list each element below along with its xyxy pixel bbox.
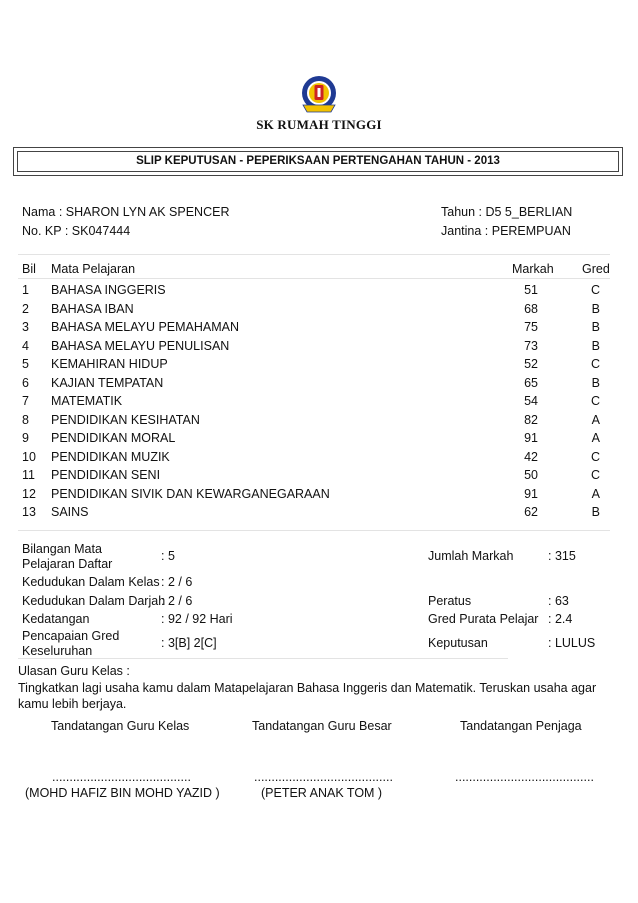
row-subject: KAJIAN TEMPATAN — [51, 375, 164, 390]
summary-peratus-label: Peratus — [428, 594, 472, 608]
row-bil: 7 — [22, 394, 29, 408]
header-subject: Mata Pelajaran — [51, 262, 136, 276]
row-gred: B — [591, 338, 600, 353]
signature-name-guru-kelas: (MOHD HAFIZ BIN MOHD YAZID ) — [25, 786, 220, 800]
row-bil: 9 — [22, 431, 29, 445]
row-markah: 91 — [524, 431, 538, 445]
row-markah: 65 — [524, 375, 538, 390]
signature-line-penjaga: ........................................ — [455, 770, 594, 784]
row-bil: 1 — [22, 283, 29, 297]
row-gred: C — [590, 468, 600, 482]
summary-kedatangan-label: Kedatangan — [22, 612, 90, 626]
row-bil: 4 — [22, 338, 29, 353]
row-subject: PENDIDIKAN SIVIK DAN KEWARGANEGARAAN — [51, 486, 330, 501]
row-bil: 13 — [22, 505, 36, 519]
row-markah: 52 — [524, 357, 538, 371]
header-bil: Bil — [22, 262, 36, 276]
row-subject: BAHASA IBAN — [51, 301, 134, 316]
summary-keputusan-label: Keputusan — [428, 636, 488, 650]
row-gred: A — [591, 431, 600, 445]
row-markah: 91 — [524, 486, 538, 501]
summary-keputusan-value: : LULUS — [548, 636, 596, 650]
row-bil: 10 — [22, 449, 36, 464]
row-bil: 8 — [22, 412, 29, 427]
title-box — [13, 147, 623, 176]
student-id: No. KP : SK047444 — [22, 224, 131, 238]
divider — [18, 278, 610, 279]
summary-kedudukan-darjah-label: Kedudukan Dalam Darjah — [22, 594, 166, 608]
divider — [18, 658, 508, 659]
summary-jumlah-label: Jumlah Markah — [428, 549, 514, 563]
row-bil: 3 — [22, 320, 29, 334]
row-subject: MATEMATIK — [51, 394, 123, 408]
row-subject: BAHASA MELAYU PENULISAN — [51, 338, 230, 353]
signature-label-guru-besar: Tandatangan Guru Besar — [252, 719, 392, 733]
header-gred: Gred — [582, 262, 610, 276]
signature-line-guru-besar: ........................................ — [254, 770, 393, 784]
row-subject: PENDIDIKAN MORAL — [51, 431, 176, 445]
row-gred: C — [590, 357, 600, 371]
row-subject: PENDIDIKAN KESIHATAN — [51, 412, 200, 427]
summary-kedudukan-kelas-label: Kedudukan Dalam Kelas — [22, 575, 160, 589]
row-gred: B — [591, 375, 600, 390]
row-bil: 12 — [22, 486, 36, 501]
row-markah: 42 — [524, 449, 538, 464]
summary-bilangan-label: Bilangan Mata Pelajaran Daftar — [22, 542, 113, 571]
summary-pencapaian-value: : 3[B] 2[C] — [161, 636, 217, 650]
summary-pencapaian-label: Pencapaian Gred Keseluruhan — [22, 629, 120, 658]
row-bil: 6 — [22, 375, 29, 390]
header-markah: Markah — [512, 262, 554, 276]
summary-gred-purata-label: Gred Purata Pelajar — [428, 612, 539, 626]
student-name: Nama : SHARON LYN AK SPENCER — [22, 205, 230, 219]
summary-kedudukan-kelas-value: : 2 / 6 — [161, 575, 193, 589]
summary-peratus-value: : 63 — [548, 594, 569, 608]
signature-label-guru-kelas: Tandatangan Guru Kelas — [51, 719, 190, 733]
summary-kedatangan-value: : 92 / 92 Hari — [161, 612, 233, 626]
row-subject: BAHASA MELAYU PEMAHAMAN — [51, 320, 240, 334]
row-markah: 73 — [524, 338, 538, 353]
row-gred: B — [591, 505, 600, 519]
row-gred: B — [591, 301, 600, 316]
school-crest-icon — [300, 74, 338, 116]
row-markah: 50 — [524, 468, 538, 482]
divider — [18, 254, 610, 255]
signature-label-penjaga: Tandatangan Penjaga — [460, 719, 582, 733]
row-gred: C — [590, 394, 600, 408]
row-markah: 54 — [524, 394, 538, 408]
row-markah: 51 — [524, 283, 538, 297]
signature-name-guru-besar: (PETER ANAK TOM ) — [261, 786, 383, 800]
row-markah: 82 — [524, 412, 538, 427]
row-subject: KEMAHIRAN HIDUP — [51, 357, 168, 371]
row-subject: BAHASA INGGERIS — [51, 283, 166, 297]
slip-title: SLIP KEPUTUSAN - PEPERIKSAAN PERTENGAHAN TAHUN - 2013 — [17, 151, 619, 172]
summary-bilangan-value: : 5 — [161, 549, 175, 563]
student-class: Tahun : D5 5_BERLIAN — [441, 205, 573, 219]
row-gred: A — [591, 486, 600, 501]
school-name: SK RUMAH TINGGI — [256, 117, 382, 132]
signature-line-guru-kelas: ........................................ — [52, 770, 191, 784]
row-subject: PENDIDIKAN MUZIK — [51, 449, 170, 464]
summary-jumlah-value: : 315 — [548, 549, 576, 563]
row-gred: A — [591, 412, 600, 427]
row-bil: 2 — [22, 301, 29, 316]
row-subject: PENDIDIKAN SENI — [51, 468, 161, 482]
row-markah: 68 — [524, 301, 538, 316]
row-gred: B — [591, 320, 600, 334]
summary-gred-purata-value: : 2.4 — [548, 612, 573, 626]
summary-kedudukan-darjah-value: : 2 / 6 — [161, 594, 193, 608]
ulasan-text: Tingkatkan lagi usaha kamu dalam Matapelajaran Bahasa Inggeris dan Matematik. Teruskan usaha agar kamu lebih berjaya. — [18, 681, 597, 711]
ulasan-label: Ulasan Guru Kelas : — [18, 664, 130, 678]
row-markah: 62 — [524, 505, 538, 519]
row-gred: C — [590, 449, 600, 464]
row-subject: SAINS — [51, 505, 89, 519]
row-bil: 5 — [22, 357, 29, 371]
row-gred: C — [590, 283, 600, 297]
row-bil: 11 — [22, 468, 35, 482]
divider — [18, 530, 610, 531]
student-gender: Jantina : PEREMPUAN — [441, 224, 571, 238]
row-markah: 75 — [524, 320, 538, 334]
